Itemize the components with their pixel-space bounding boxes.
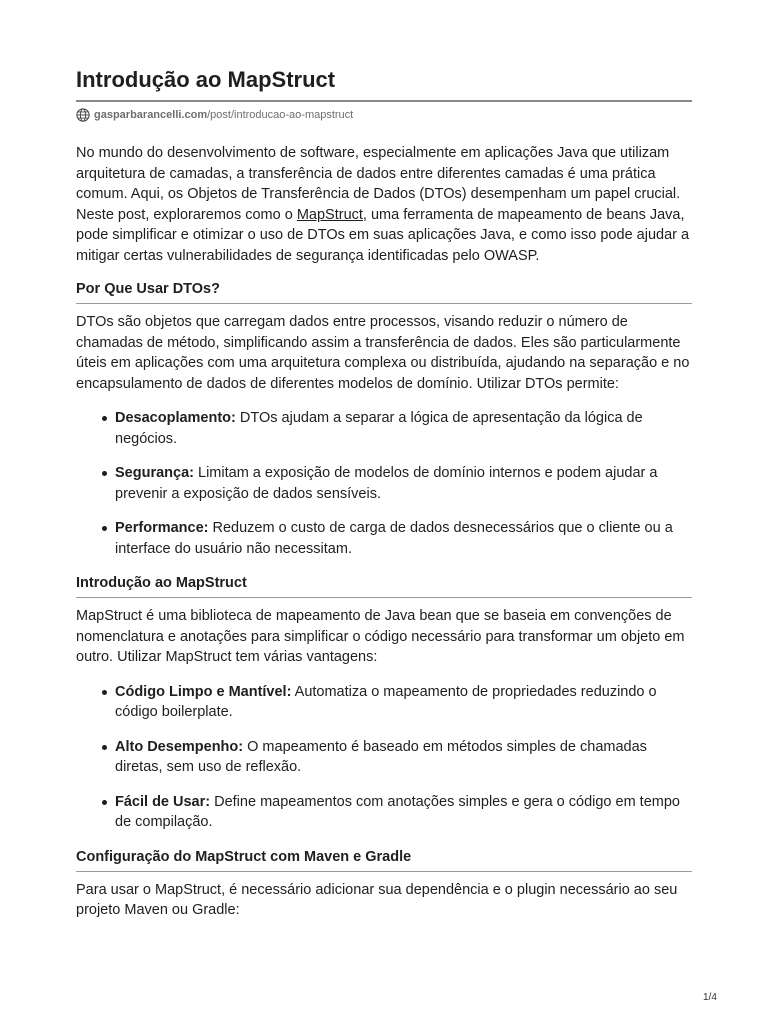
section-paragraph-intro-mapstruct: MapStruct é uma biblioteca de mapeamento de Java bean que se baseia em convenções de nomenclatura e anotações para simplificar o código necessário para transformar um objeto em outro. Utilizar MapStruct tem várias vantagens:	[76, 608, 685, 665]
section-heading-why-dtos: Por Que Usar DTOs?	[76, 279, 692, 304]
page-number: 1/4	[703, 992, 717, 1003]
bullet-icon	[102, 471, 107, 476]
list-item-term: Performance:	[115, 520, 209, 536]
list-item-text: Automatiza o mapeamento de propriedades reduzindo o código boilerplate.	[115, 683, 657, 720]
mapstruct-link[interactable]: MapStruct	[296, 206, 363, 223]
list-item	[76, 463, 692, 504]
list-item	[76, 518, 692, 559]
list-item-term: Segurança:	[115, 465, 194, 481]
section-paragraph-configuration: Para usar o MapStruct, é necessário adicionar sua dependência e o plugin necessário ao seu projeto Maven ou Gradle:	[76, 881, 678, 918]
bullet-icon	[102, 800, 107, 805]
list-item	[76, 408, 692, 449]
source-path: /post/introducao-ao-mapstruct	[207, 109, 354, 121]
section-heading-intro-mapstruct: Introdução ao MapStruct	[76, 573, 692, 598]
bullet-list-mapstruct-advantages	[76, 682, 692, 833]
bullet-icon	[102, 745, 107, 750]
bullet-icon	[102, 416, 107, 421]
section-paragraph-why-dtos: DTOs são objetos que carregam dados entre processos, visando reduzir o número de chamadas de método, simplificando assim a transferência de dados. Eles são particularmente úteis em aplicações com uma arquitetura complexa ou distribuída, ajudando na separação e no encapsulamento de dados de diferentes modelos de domínio. Utilizar DTOs permite:	[76, 314, 690, 392]
intro-text-start: No mundo do desenvolvimento de software, especialmente em aplicações Java que utilizam arquitetura de camadas, a transferência de dados entre diferentes camadas é uma prática comum. Aqui, os Objetos de Transferência de Dados (DTOs) desempenham um papel crucial. Neste post, exploraremos como o	[76, 145, 681, 223]
list-item	[76, 792, 692, 833]
list-item-text: O mapeamento é baseado em métodos simples de chamadas diretas, sem uso de reflexão.	[115, 738, 647, 775]
list-item	[76, 682, 692, 723]
list-item-text: Limitam a exposição de modelos de domínio internos e podem ajudar a prevenir a exposição de dados sensíveis.	[115, 465, 658, 502]
list-item-text: DTOs ajudam a separar a lógica de apresentação da lógica de negócios.	[115, 410, 643, 447]
bullet-list-dto-benefits	[76, 408, 692, 559]
source-domain: gasparbarancelli.com	[94, 109, 208, 121]
intro-paragraph	[76, 143, 692, 266]
list-item-term: Desacoplamento:	[115, 410, 236, 426]
list-item-term: Alto Desempenho:	[115, 738, 244, 755]
source-url[interactable]	[76, 107, 692, 123]
document-page	[76, 66, 692, 921]
intro-text-end: , uma ferramenta de mapeamento de beans Java, pode simplificar e otimizar o uso de DTOs em suas aplicações Java, e como isso pode ajudar a mitigar certas vulnerabilidades de segurança identificadas pelo OWASP.	[76, 206, 690, 264]
list-item-term: Fácil de Usar:	[115, 793, 211, 810]
bullet-icon	[102, 690, 107, 695]
section-heading-configuration: Configuração do MapStruct com Maven e Gradle	[76, 847, 692, 872]
list-item-term: Código Limpo e Mantível:	[115, 683, 292, 700]
globe-icon	[76, 108, 90, 122]
page-title: Introdução ao MapStruct	[76, 66, 692, 102]
list-item-text: Define mapeamentos com anotações simples e gera o código em tempo de compilação.	[115, 793, 680, 830]
bullet-icon	[102, 526, 107, 531]
list-item	[76, 737, 692, 778]
list-item-text: Reduzem o custo de carga de dados desnecessários que o cliente ou a interface do usuário não necessitam.	[115, 520, 673, 557]
